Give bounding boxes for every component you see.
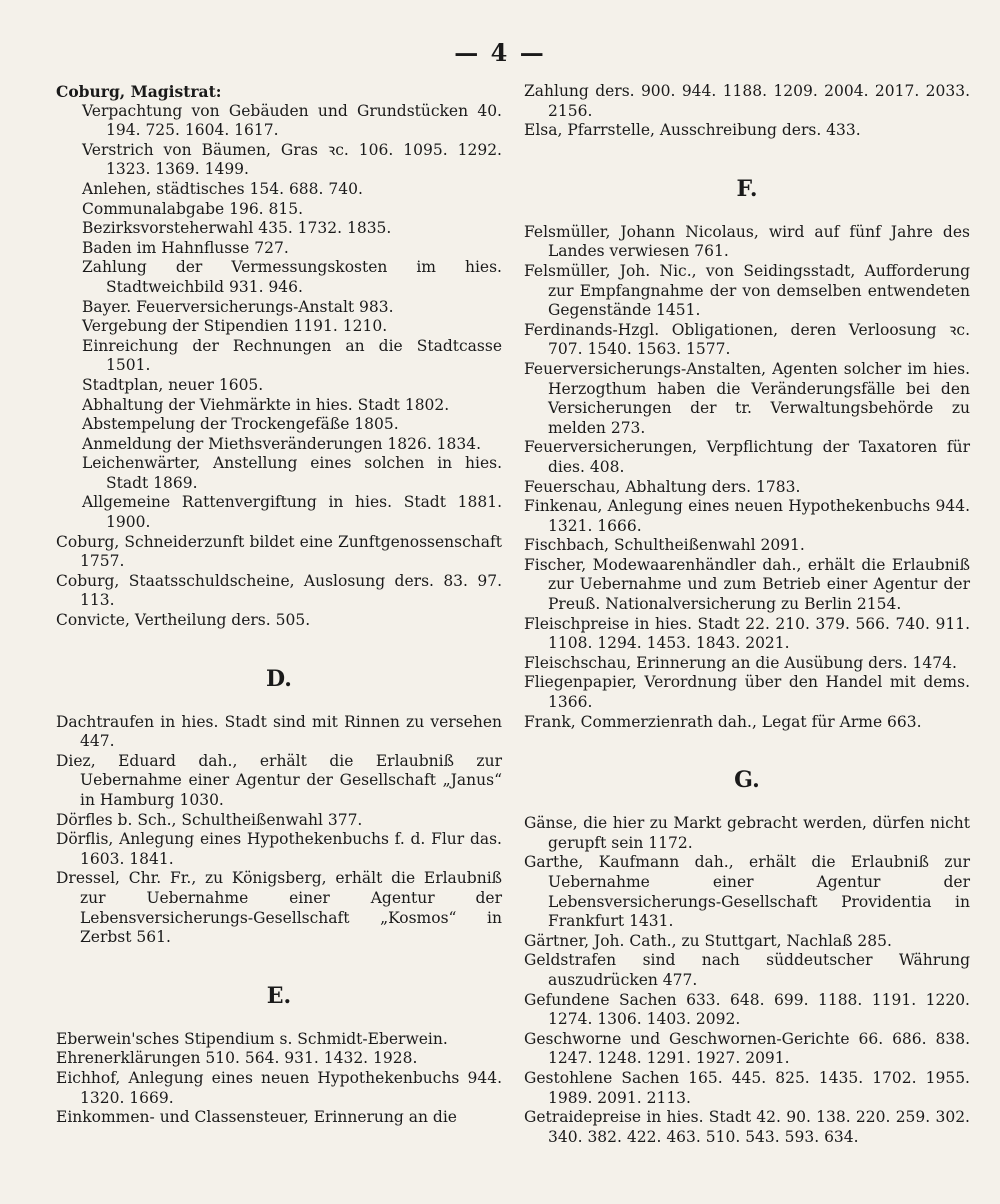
- index-entry: Feuerversicherungs-Anstalten, Agenten solcher im hies. Herzogthum haben die Veränderungsfälle bei den Versicherungen der tr. Verwaltungsbehörde zu melden 273.: [524, 359, 970, 437]
- index-entry: Ferdinands-Hzgl. Obligationen, deren Verloosung ꝛc. 707. 1540. 1563. 1577.: [524, 320, 970, 359]
- index-entry: Leichenwärter, Anstellung eines solchen in hies. Stadt 1869.: [82, 454, 502, 492]
- index-entry: Einkommen- und Classensteuer, Erinnerung an die: [56, 1108, 457, 1127]
- index-entry: Geldstrafen sind nach süddeutscher Währung auszudrücken 477.: [524, 951, 970, 989]
- index-entry: Garthe, Kaufmann dah., erhält die Erlaubniß zur Uebernahme einer Agentur der Lebensversicherungs-Gesellschaft Providentia in Frankfurt 1431.: [524, 853, 970, 931]
- index-entry: Dressel, Chr. Fr., zu Königsberg, erhält die Erlaubniß zur Uebernahme einer Agentur der Lebensversicherungs-Gesellschaft „Kosmos“ in Zerbst 561.: [56, 869, 502, 947]
- index-entry: Allgemeine Rattenvergiftung in hies. Stadt 1881. 1900.: [82, 493, 502, 532]
- index-entry: Geschworne und Geschwornen-Gerichte 66. 686. 838. 1247. 1248. 1291. 1927. 2091.: [524, 1029, 970, 1068]
- index-entry: Felsmüller, Johann Nicolaus, wird auf fünf Jahre des Landes verwiesen 761.: [524, 222, 970, 261]
- index-entry: Abstempelung der Trockengefäße 1805.: [82, 415, 399, 434]
- index-entry: Ehrenerklärungen 510. 564. 931. 1432. 1928.: [56, 1049, 418, 1068]
- index-entry: Dörfles b. Sch., Schultheißenwahl 377.: [56, 810, 363, 829]
- right-column: [524, 82, 970, 1147]
- index-entry: Gänse, die hier zu Markt gebracht werden, dürfen nicht gerupft sein 1172.: [524, 814, 970, 852]
- index-entry: Finkenau, Anlegung eines neuen Hypothekenbuchs 944. 1321. 1666.: [524, 497, 970, 535]
- index-entry: Verpachtung von Gebäuden und Grundstücken 40. 194. 725. 1604. 1617.: [82, 101, 502, 140]
- index-entry: Gestohlene Sachen 165. 445. 825. 1435. 1702. 1955. 1989. 2091. 2113.: [524, 1068, 970, 1107]
- index-entry: Fleischpreise in hies. Stadt 22. 210. 379. 566. 740. 911. 1108. 1294. 1453. 1843. 2021.: [524, 614, 970, 653]
- section-letter-g: G.: [734, 767, 760, 794]
- index-entry: Fliegenpapier, Verordnung über den Handel mit dems. 1366.: [524, 673, 970, 712]
- index-entry: Einreichung der Rechnungen an die Stadtcasse 1501.: [82, 336, 502, 375]
- index-entry: Eberwein'sches Stipendium s. Schmidt-Eberwein.: [56, 1029, 448, 1048]
- index-entry: Eichhof, Anlegung eines neuen Hypothekenbuchs 944. 1320. 1669.: [56, 1068, 502, 1107]
- index-entry: Bayer. Feuerversicherungs-Anstalt 983.: [82, 297, 394, 316]
- index-entry: Dachtraufen in hies. Stadt sind mit Rinnen zu versehen 447.: [56, 712, 502, 751]
- index-entry: Communalabgabe 196. 815.: [82, 199, 304, 218]
- left-column: [56, 82, 502, 1128]
- page-number: — 4 —: [454, 38, 546, 67]
- index-entry: Anlehen, städtisches 154. 688. 740.: [82, 179, 363, 198]
- index-entry: Verstrich von Bäumen, Gras ꝛc. 106. 1095. 1292. 1323. 1369. 1499.: [82, 140, 502, 179]
- index-entry: Coburg, Staatsschuldscheine, Auslosung ders. 83. 97. 113.: [56, 571, 502, 610]
- index-entry: Fischer, Modewaarenhändler dah., erhält die Erlaubniß zur Uebernahme und zum Betrieb einer Agentur der Preuß. Nationalversicherung zu Berlin 2154.: [524, 555, 970, 614]
- index-entry: Stadtplan, neuer 1605.: [82, 375, 264, 394]
- index-entry: Elsa, Pfarrstelle, Ausschreibung ders. 433.: [524, 121, 861, 140]
- index-entry: Baden im Hahnflusse 727.: [82, 238, 289, 257]
- index-entry: Convicte, Vertheilung ders. 505.: [56, 611, 311, 630]
- section-letter-f: F.: [736, 175, 758, 202]
- index-entry: Fischbach, Schultheißenwahl 2091.: [524, 536, 805, 555]
- index-entry: Felsmüller, Joh. Nic., von Seidingsstadt, Aufforderung zur Empfangnahme der von demselben entwendeten Gegenstände 1451.: [524, 261, 970, 320]
- index-entry: Vergebung der Stipendien 1191. 1210.: [82, 317, 388, 336]
- index-entry: Diez, Eduard dah., erhält die Erlaubniß zur Uebernahme einer Agentur der Gesellschaft „Janus“ in Hamburg 1030.: [56, 751, 502, 809]
- index-entry: Getraidepreise in hies. Stadt 42. 90. 138. 220. 259. 302. 340. 382. 422. 463. 510. 543. 593. 634.: [524, 1108, 970, 1146]
- index-entry: Bezirksvorsteherwahl 435. 1732. 1835.: [82, 219, 392, 238]
- index-entry: Zahlung der Vermessungskosten im hies. Stadtweichbild 931. 946.: [82, 258, 502, 296]
- coburg-heading: Coburg, Magistrat:: [56, 82, 222, 101]
- index-entry: Gefundene Sachen 633. 648. 699. 1188. 1191. 1220. 1274. 1306. 1403. 2092.: [524, 990, 970, 1029]
- index-entry: Coburg, Schneiderzunft bildet eine Zunftgenossenschaft 1757.: [56, 532, 502, 571]
- index-entry: Fleischschau, Erinnerung an die Ausübung ders. 1474.: [524, 653, 957, 672]
- section-letter-e: E.: [266, 982, 292, 1009]
- index-entry: Zahlung ders. 900. 944. 1188. 1209. 2004. 2017. 2033. 2156.: [524, 82, 970, 120]
- index-entry: Feuerversicherungen, Verpflichtung der Taxatoren für dies. 408.: [524, 438, 970, 476]
- index-entry: Gärtner, Joh. Cath., zu Stuttgart, Nachlaß 285.: [524, 931, 892, 950]
- section-letter-d: D.: [266, 665, 292, 692]
- index-entry: Dörflis, Anlegung eines Hypothekenbuchs f. d. Flur das. 1603. 1841.: [56, 830, 502, 868]
- index-entry: Feuerschau, Abhaltung ders. 1783.: [524, 477, 801, 496]
- index-entry: Anmeldung der Miethsveränderungen 1826. 1834.: [82, 434, 482, 453]
- index-entry: Abhaltung der Viehmärkte in hies. Stadt 1802.: [82, 395, 450, 414]
- index-entry: Frank, Commerzienrath dah., Legat für Arme 663.: [524, 712, 922, 731]
